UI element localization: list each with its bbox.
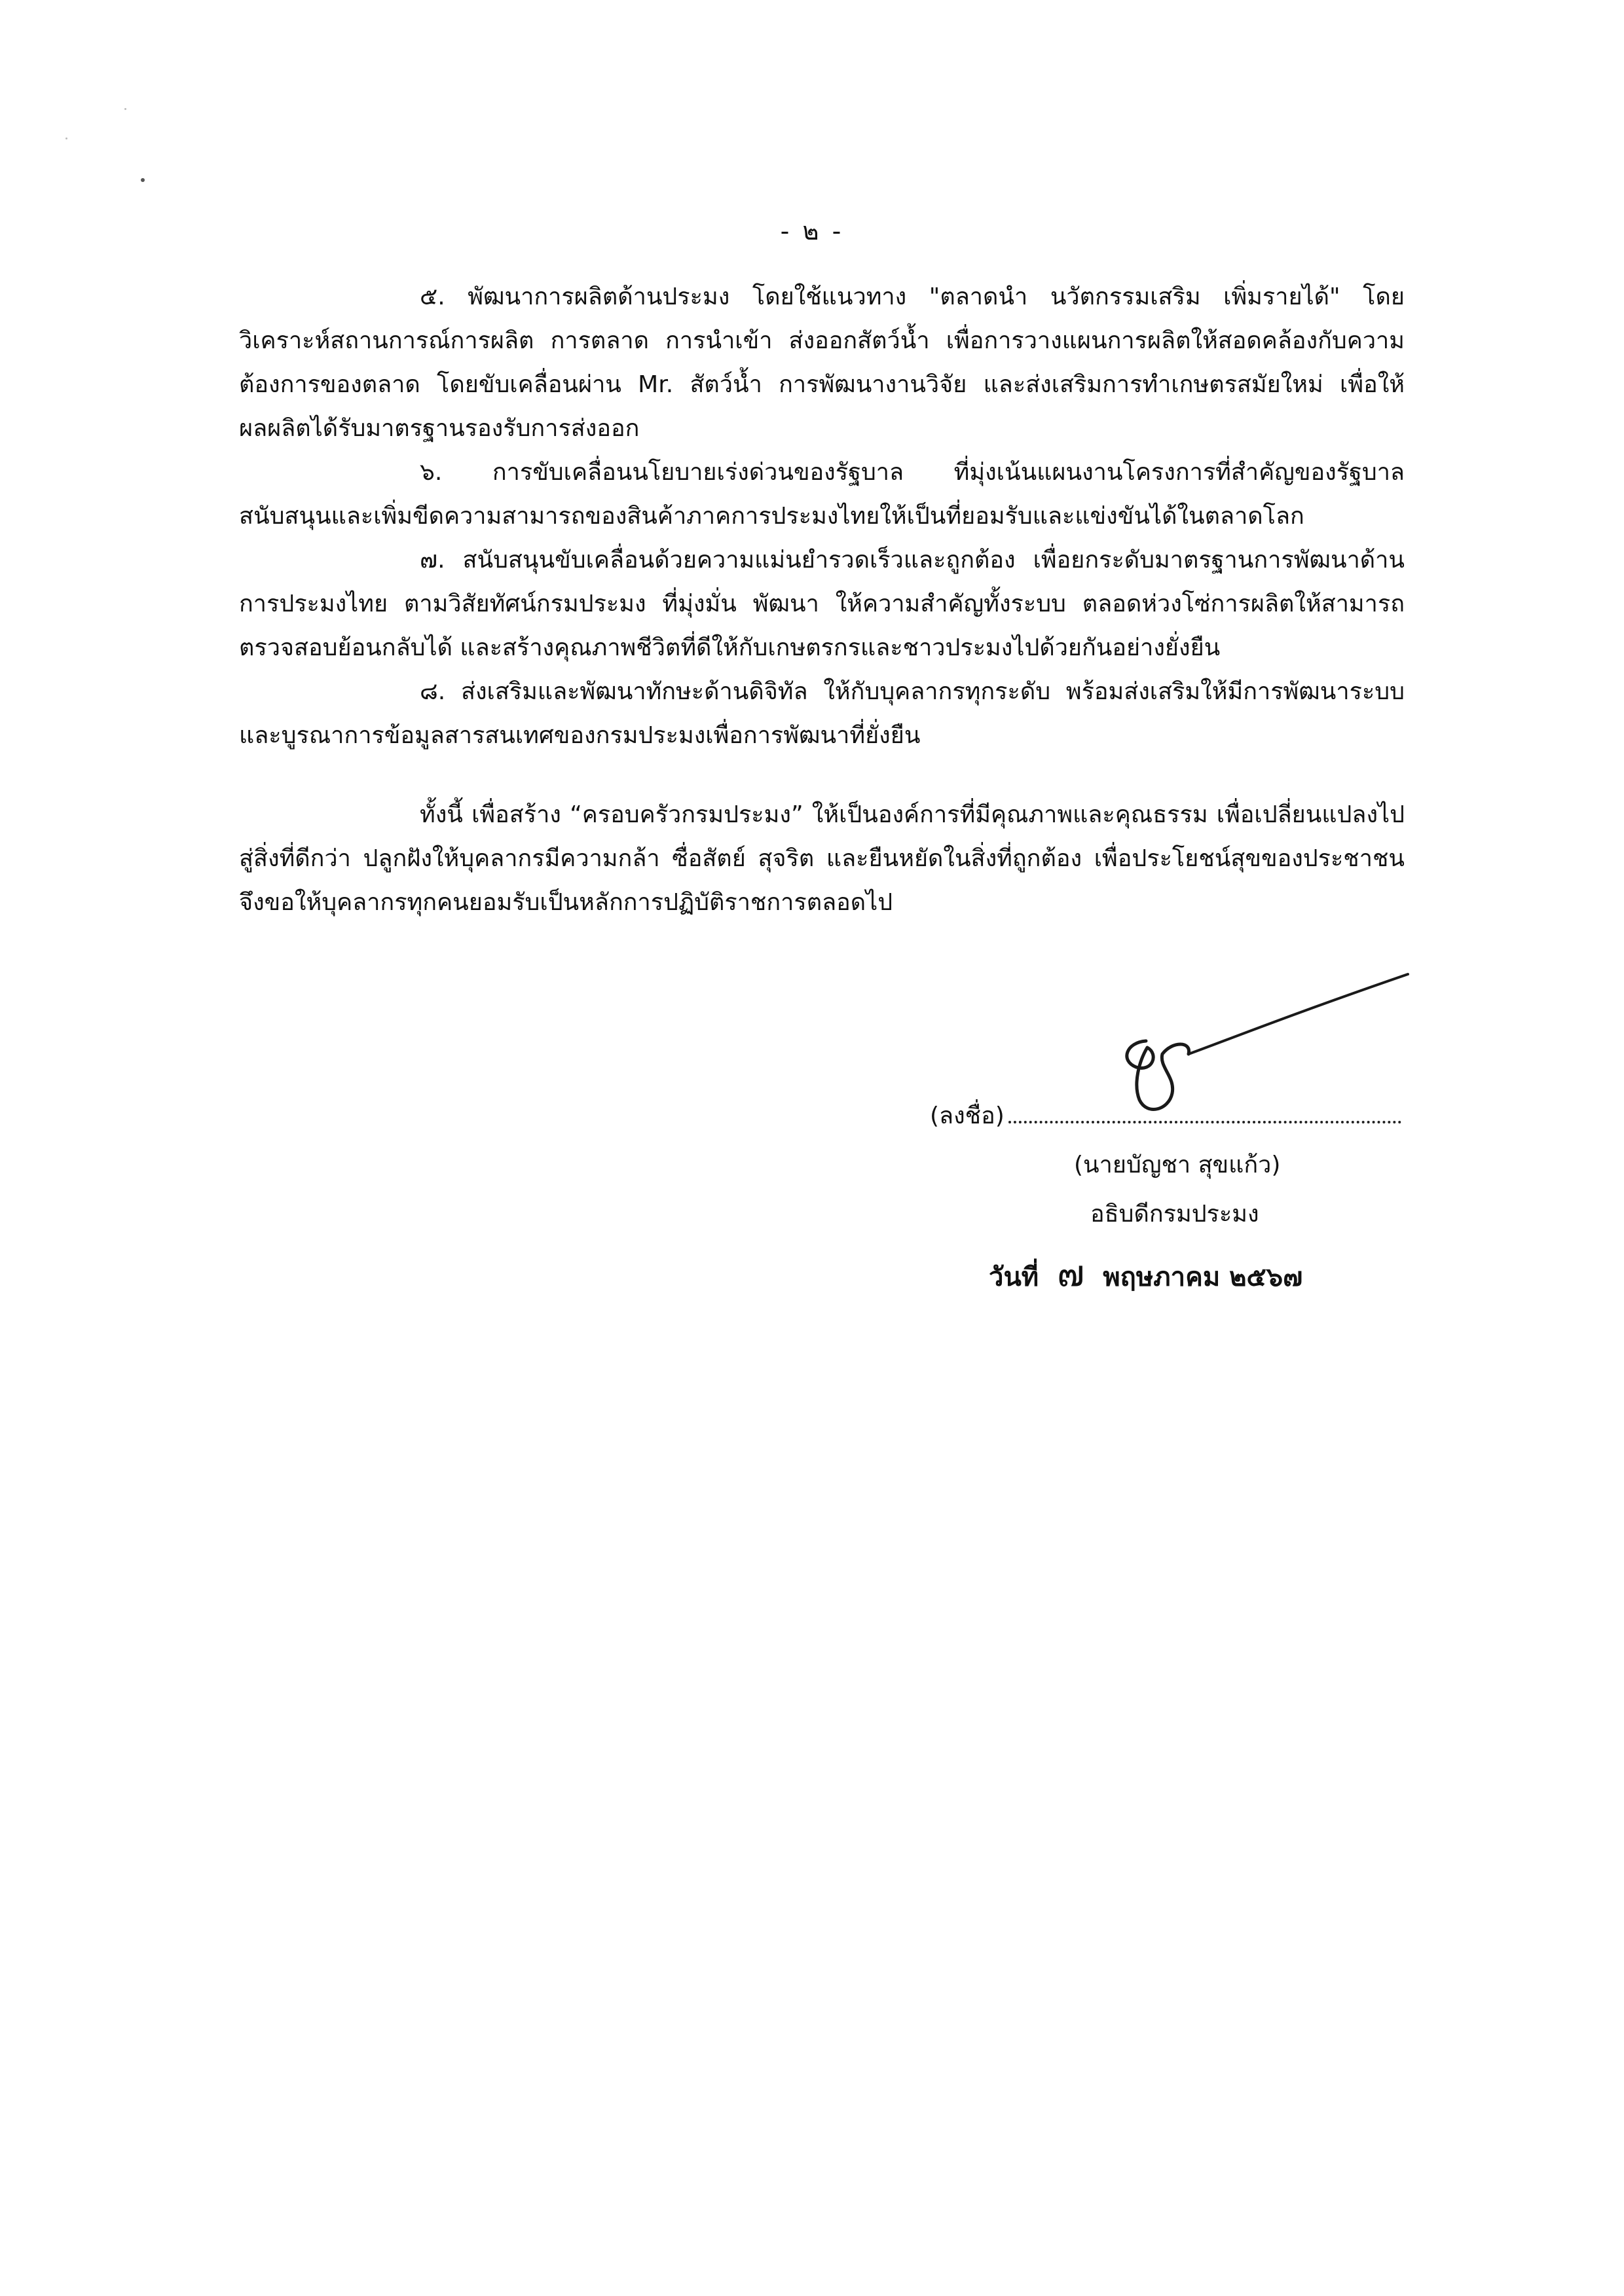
sign-line xyxy=(930,1097,1401,1134)
scan-speck xyxy=(65,137,67,139)
paragraph-item-6: ๖. การขับเคลื่อนนโยบายเร่งด่วนของรัฐบาล ที่มุ่งเน้นแผนงานโครงการที่สำคัญของรัฐบาล สนับสนุนและเพิ่มขีดความสามารถของสินค้าภาคการประมงไทยให้เป็นที่ยอมรับและแข่งขันได้ในตลาดโลก xyxy=(239,459,1405,530)
document-body xyxy=(239,275,1405,924)
date-prefix: วันที่ xyxy=(989,1262,1039,1292)
page-number: - ๒ - xyxy=(780,217,844,246)
paragraph-item-8: ๘. ส่งเสริมและพัฒนาทักษะด้านดิจิทัล ให้กับบุคลากรทุกระดับ พร้อมส่งเสริมให้มีการพัฒนาระบบและบูรณาการข้อมูลสารสนเทศของกรมประมงเพื่อการพัฒนาที่ยั่งยืน xyxy=(239,678,1405,749)
signer-name: (นายบัญชา สุขแก้ว) xyxy=(1074,1152,1281,1178)
scan-speck xyxy=(141,178,145,182)
signer-title: อธิบดีกรมประมง xyxy=(1090,1201,1259,1228)
dotted-signature-line xyxy=(1008,1101,1401,1123)
sign-label: (ลงชื่อ) xyxy=(930,1102,1005,1129)
closing-paragraph: ทั้งนี้ เพื่อสร้าง “ครอบครัวกรมประมง” ให้เป็นองค์การที่มีคุณภาพและคุณธรรม เพื่อเปลี่ยนแปลงไปสู่สิ่งที่ดีกว่า ปลูกฝังให้บุคลากรมีความกล้า ซื่อสัตย์ สุจริต และยืนหยัดในสิ่งที่ถูกต้อง เพื่อประโยชน์สุขของประชาชน จึงขอให้บุคลากรทุกคนยอมรับเป็นหลักการปฏิบัติราชการตลอดไป xyxy=(239,801,1405,916)
paragraph-item-5: ๕. พัฒนาการผลิตด้านประมง โดยใช้แนวทาง "ตลาดนำ นวัตกรรมเสริม เพิ่มรายได้" โดยวิเคราะห์สถานการณ์การผลิต การตลาด การนำเข้า ส่งออกสัตว์น้ำ เพื่อการวางแผนการผลิตให้สอดคล้องกับความต้องการของตลาด โดยขับเคลื่อนผ่าน Mr. สัตว์น้ำ การพัฒนางานวิจัย และส่งเสริมการทำเกษตรสมัยใหม่ เพื่อให้ผลผลิตได้รับมาตรฐานรองรับการส่งออก xyxy=(239,283,1405,442)
scan-speck xyxy=(124,108,126,110)
paragraph-item-7: ๗. สนับสนุนขับเคลื่อนด้วยความแม่นยำรวดเร็วและถูกต้อง เพื่อยกระดับมาตรฐานการพัฒนาด้านการประมงไทย ตามวิสัยทัศน์กรมประมง ที่มุ่งมั่น พัฒนา ให้ความสำคัญทั้งระบบ ตลอดห่วงโซ่การผลิตให้สามารถตรวจสอบย้อนกลับได้ และสร้างคุณภาพชีวิตที่ดีให้กับเกษตรกรและชาวประมงไปด้วยกันอย่างยั่งยืน xyxy=(239,547,1405,661)
date-month-year: พฤษภาคม ๒๕๖๗ xyxy=(1103,1262,1303,1292)
signature-block xyxy=(917,969,1428,1336)
date-day: ๗ xyxy=(1057,1252,1085,1295)
signature-date xyxy=(989,1244,1302,1302)
